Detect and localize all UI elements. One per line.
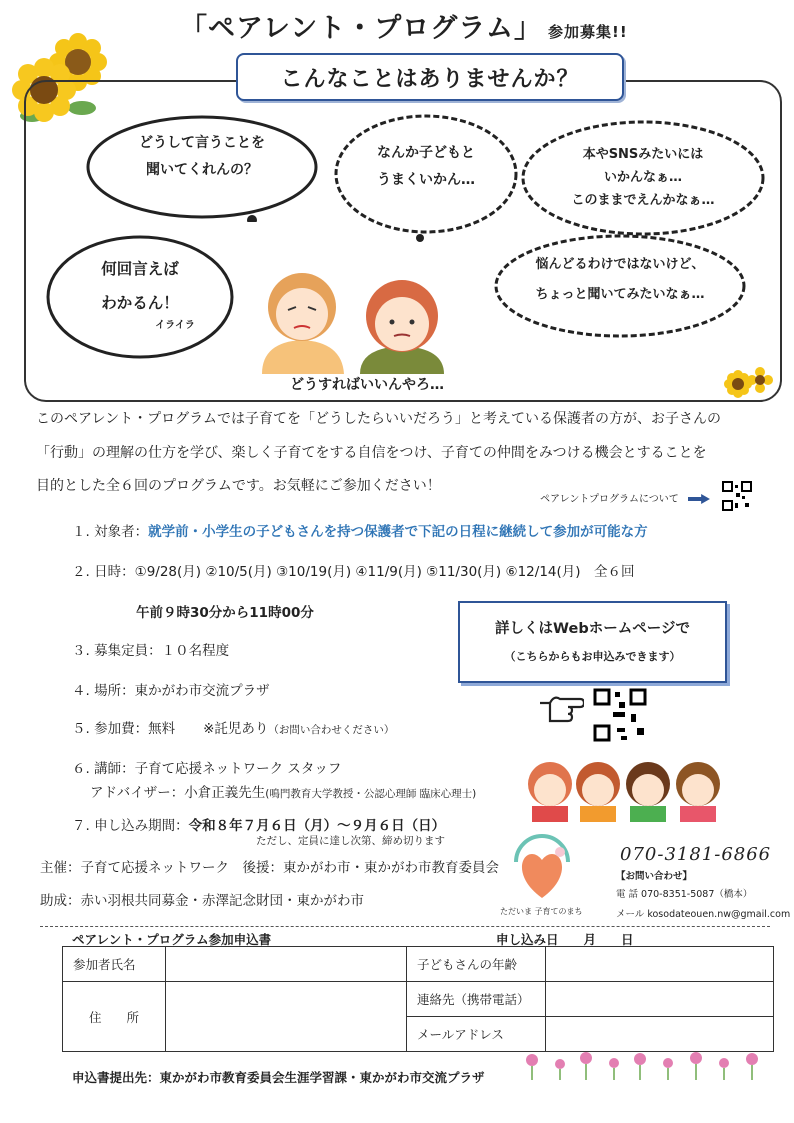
speech-bubble-5 [490,232,750,340]
speech-bubble-4 [42,232,238,362]
item-time: 午前９時30分から11時00分 [136,605,314,621]
item-lecturer: ６. 講師：子育て応援ネットワーク スタッフ [72,761,342,777]
fee-note-small: （お問い合わせください） [268,724,395,736]
web-line-1: 詳しくはWebホームページで [495,621,690,637]
address-field[interactable] [166,982,407,1052]
date-label: ２. 日時： [72,564,135,580]
bubble-4-line-2: わかるん！ [101,294,179,313]
bubble-3-line-3: このままでえんかなぁ… [571,192,715,208]
intro-line-3: 目的とした全６回のプログラムです。お気軽にご参加ください！ [36,478,441,495]
mail-label: メールアドレス [407,1017,546,1052]
small-sunflower-icon [724,366,774,400]
target-label: １. 対象者： [72,524,149,540]
age-field[interactable] [546,947,774,982]
address-label: 住 所 [63,982,166,1052]
intro-line-1: このペアレント・プログラムでは子育てを「どうしたらいいだろう」と考えている保護者の方が、お子さんの [36,411,721,427]
name-field[interactable] [166,947,407,982]
item-capacity: ３. 募集定員：１０名程度 [72,643,230,659]
name-label: 参加者氏名 [63,947,166,982]
item-advisor [90,781,476,801]
item-place: ４. 場所：東かがわ市交流プラザ [72,683,270,699]
footer-text: 申込書提出先：東かがわ市教育委員会生涯学習課・東かがわ市交流プラザ [72,1070,485,1085]
logo-caption: ただいま 子育てのまち [500,907,583,916]
tel-field[interactable] [546,982,774,1017]
title-main: 「ペアレント・プログラム」 [180,13,542,44]
period-value: 令和８年７月６日（月）～９月６日（日） [188,818,446,834]
period-note: ただし、定員に達し次第、締め切ります [256,835,445,847]
bubble-2-line-2: うまくいかん… [377,171,475,188]
bubble-2-line-1: なんか子どもと [377,145,475,161]
web-line-2: （こちらからもお申込みできます） [504,650,681,663]
flowers-decoration [520,1048,776,1082]
pointing-hand-icon [536,693,584,727]
cut-line [40,926,770,927]
bubble-1-line-1: どうして言うことを [139,135,265,151]
speech-bubble-1 [82,112,322,222]
tel-label: 連絡先（携帯電話） [407,982,546,1017]
speech-bubble-3 [518,118,768,243]
title-suffix: 参加募集!! [547,23,628,41]
qr-note [540,490,710,505]
contact-mail: メール kosodateouen.nw@gmail.com [616,909,791,920]
bubble-3-line-2: いかんなぁ… [603,169,682,185]
item-target [72,520,648,540]
form-date: 申し込み日 月 日 [496,932,634,947]
handwritten-phone: 070-3181-6866 [620,844,772,865]
item-date [72,560,635,580]
item-period [72,814,445,834]
contact-label: 【お問い合わせ】 [616,871,693,882]
intro-text [36,403,766,504]
bubble-5-line-2: ちょっと聞いてみたいなぁ… [535,286,705,302]
bubble-1-line-2: 聞いてくれんの？ [146,161,258,178]
date-value: ①9/28(月) ②10/5(月) ③10/19(月) ④11/9(月) ⑤11/30(月) ⑥12/14(月) 全６回 [134,564,635,580]
contact-tel: 電 話 070-8351-5087（橋本） [616,889,753,900]
arrow-right-icon [688,494,710,504]
web-info-box [458,601,727,683]
period-label: ７. 申し込み期間： [72,818,189,834]
qr-code-small[interactable] [722,481,752,511]
age-label: 子どもさんの年齢 [407,947,546,982]
children-illustration [520,750,730,822]
fee-note: ※託児あり [203,721,269,737]
footer [72,1068,485,1086]
mothers-illustration [252,262,452,374]
fee-value: ５. 参加費：無料 [72,721,176,737]
qr-note-label: ペアレントプログラムについて [540,494,679,505]
intro-line-2: 「行動」の理解の仕方を学び、楽しく子育てをする自信をつけ、子育ての仲間をみつける機会とすることを [36,444,707,461]
bubble-6-text: どうすればいいんやろ… [290,377,444,393]
advisor-note: (鳴門教育大学教授・公認心理師 臨床心理士) [265,788,477,800]
bubble-4-irritated: イライラ [155,320,195,332]
speech-bubble-2 [330,112,522,242]
bubble-3-line-1: 本やSNSみたいには [582,147,704,162]
headline: こんなことはありませんか？ [236,53,624,101]
application-form [62,946,774,1052]
page-title [180,6,628,45]
advisor-label: アドバイザー：小倉正義先生 [90,785,266,801]
bubble-5-line-1: 悩んどるわけではないけど、 [535,257,705,272]
mail-field[interactable] [546,1017,774,1052]
target-value: 就学前・小学生の子どもさんを持つ保護者で下記の日程に継続して参加が可能な方 [148,524,648,540]
qr-code-web[interactable] [593,688,647,742]
sponsor-line: 主催：子育て応援ネットワーク 後援：東かがわ市・東かがわ市教育委員会 [40,860,499,876]
city-logo [506,832,578,904]
bubble-4-line-1: 何回言えば [101,260,179,278]
form-title: ペアレント・プログラム参加申込書 [72,932,272,947]
item-fee [72,717,394,737]
grant-line: 助成：赤い羽根共同募金・赤澤記念財団・東かがわ市 [40,893,364,909]
